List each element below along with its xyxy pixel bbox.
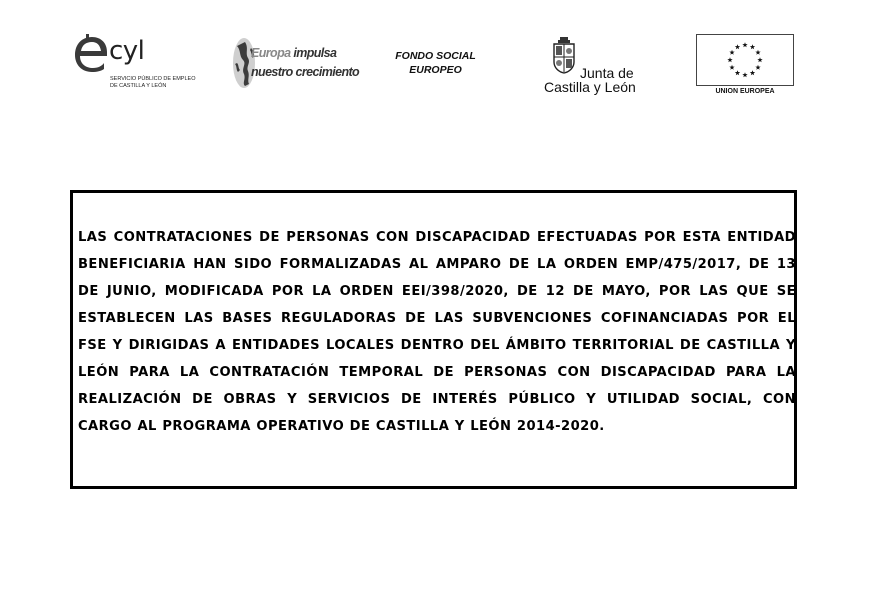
coat-of-arms-icon <box>551 36 577 74</box>
eu-star-icon <box>755 65 760 70</box>
eu-star-icon <box>735 44 740 49</box>
eu-star-icon <box>750 44 755 49</box>
eu-star-icon <box>757 57 762 62</box>
eu-stars-icon <box>697 35 793 85</box>
logo-strip <box>0 0 885 120</box>
ecyl-subtitle-line2: DE CASTILLA Y LEÓN <box>110 83 167 89</box>
ecyl-wordmark: cyl <box>109 36 145 66</box>
junta-line2: Castilla y León <box>544 79 636 95</box>
ecyl-logo <box>74 34 204 98</box>
europa-word: Europa <box>251 46 291 60</box>
eu-flag <box>696 34 794 86</box>
notice-text: LAS CONTRATACIONES DE PERSONAS CON DISCAPACIDAD EFECTUADAS POR ESTA ENTIDAD BENEFICIARIA HAN SIDO FORMALIZADAS AL AMPARO DE LA ORDEN EMP/475/2017, DE 13 DE JUNIO, MODIFICADA POR LA ORDEN EEI/398/2020, DE 12 DE MAYO, POR LAS QUE SE ESTABLECEN LAS BASES REGULADORAS DE LAS SUBVENCIONES COFINANCIADAS POR EL FSE Y DIRIGIDAS A ENTIDADES LOCALES DENTRO DEL ÁMBITO TERRITORIAL DE CASTILLA Y LEÓN PARA LA CONTRATACIÓN TEMPORAL DE PERSONAS CON DISCAPACIDAD PARA LA REALIZACIÓN DE OBRAS Y SERVICIOS DE INTERÉS PÚBLICO Y UTILIDAD SOCIAL, CON CARGO AL PROGRAMA OPERATIVO DE CASTILLA Y LEÓN 2014-2020. <box>78 230 796 434</box>
eu-star-icon <box>755 50 760 55</box>
union-europea-logo <box>696 34 794 98</box>
eu-star-icon <box>727 57 732 62</box>
notice-box <box>70 190 797 489</box>
eu-star-icon <box>735 70 740 75</box>
europa-impulsa-line1 <box>251 44 359 63</box>
ecyl-subtitle <box>110 76 195 90</box>
europa-impulsa-text <box>251 44 359 82</box>
junta-line1: Junta de <box>580 65 634 81</box>
impulsa-word: impulsa <box>293 46 337 60</box>
eu-star-icon <box>750 70 755 75</box>
eu-star-icon <box>742 72 747 77</box>
europa-impulsa-logo <box>231 36 360 90</box>
europa-impulsa-line2: nuestro crecimiento <box>251 65 360 79</box>
eu-star-icon <box>729 50 734 55</box>
ecyl-e-mark-icon <box>74 34 108 72</box>
eu-star-icon <box>729 65 734 70</box>
eu-star-icon <box>742 42 747 47</box>
fse-line2: EUROPEO <box>409 64 462 76</box>
junta-castilla-leon-logo <box>544 36 644 96</box>
eu-label: UNION EUROPEA <box>715 88 775 95</box>
ecyl-subtitle-line1: SERVICIO PÚBLICO DE EMPLEO <box>110 76 196 82</box>
fse-line1: FONDO SOCIAL <box>395 50 476 62</box>
fondo-social-europeo-label <box>388 49 483 77</box>
